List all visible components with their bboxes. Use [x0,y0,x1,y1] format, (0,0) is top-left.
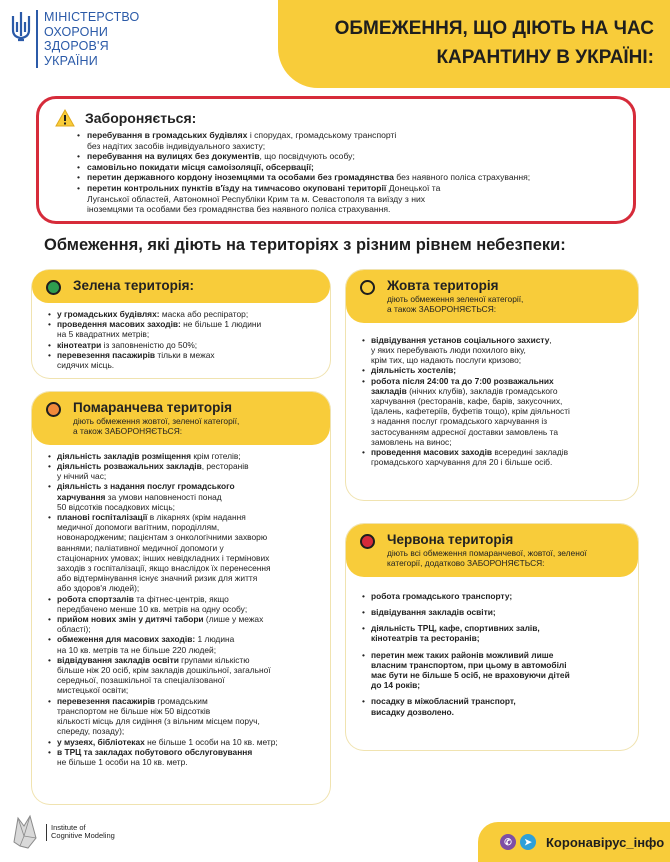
list-item-text: харчування (ресторанів, кафе, барів, закусочних, [371,396,563,407]
list-item [77,194,619,205]
list-item [362,591,626,601]
red-zone-head-text [387,532,587,569]
logo-line: ЗДОРОВ'Я [44,39,109,53]
trident-icon [10,10,34,44]
list-item [48,716,318,726]
list-item-text: новонародженим; пацієнтам з онкологічними захворю [57,532,268,543]
list-item [77,130,619,141]
list-item-text: замовлень на винос; [371,436,452,447]
list-item-bold: відвідування закладів освіти [57,654,179,665]
list-item [77,183,619,194]
orange-zone-head-text [73,400,239,437]
list-item [362,355,626,365]
list-item-bold: планові госпіталізації [57,512,148,523]
list-item [362,386,626,396]
list-item [362,650,626,660]
yellow-zone-desc: діють обмеження зеленої категорії, [387,294,524,304]
list-item-text: медичної допомоги вагітним, породіллям, [57,522,220,533]
logo-line: МІНІСТЕРСТВО [44,10,140,24]
list-item-bold: в ТРЦ та закладах побутового обслуговування [57,746,253,757]
red-zone-desc: категорії, додатково ЗАБОРОНЯЄТЬСЯ: [387,558,545,569]
list-item-bold: має бути не більше 5 осіб, не враховуючи дітей [371,670,570,681]
list-item-text: за умови наповненості понад [105,491,222,502]
red-dot-icon [360,534,375,549]
list-item-bold: висадку дозволено. [371,706,455,717]
list-item-text: крім тих, що надають послуги кризово; [371,355,522,366]
list-item-text: без надітих засобів індивідуального захисту; [87,140,266,151]
list-item-text: на 5 квадратних метрів; [57,329,150,340]
list-item-bold: обмеження для масових заходів: [57,634,196,645]
green-zone-title: Зелена територія: [73,278,194,293]
list-item [48,543,318,553]
list-item [48,502,318,512]
red-zone-desc: діють всі обмеження помаранчевої, жовтої, зеленої [387,548,587,558]
list-item-text: всередині закладів [492,447,569,458]
green-zone-list [32,303,330,376]
list-item [48,481,318,491]
list-item-bold: перебування в громадських будівлях [87,130,248,140]
list-item-bold: прийом нових змін у дитячі табори [57,614,204,625]
list-item-bold: харчування [57,491,106,502]
list-item [77,204,619,215]
list-item [48,309,318,319]
list-item [362,680,626,690]
list-item-text: і спорудах, громадському транспорті [247,130,397,140]
list-item-text: 50 відсотків посадкових місць; [57,501,176,512]
list-item-bold: у громадських будівлях: [57,309,160,319]
list-item [48,573,318,583]
yellow-zone-card [346,270,638,500]
list-item [48,737,318,747]
list-item-text: ваннями; паліативної медичної допомоги у [57,542,224,553]
list-item [362,335,626,345]
yellow-zone-title: Жовта територія [387,278,499,293]
list-item [48,757,318,767]
list-item [48,563,318,573]
list-item-text: крім готелів; [191,450,241,461]
list-item-bold: перевезення пасажирів [57,349,156,360]
orange-zone-desc: діють обмеження жовтої, зеленої категорії, [73,416,240,426]
page-title-box [278,0,670,88]
list-item [362,696,626,706]
list-item [48,532,318,542]
list-item [48,553,318,563]
list-item-text: області); [57,624,91,635]
list-item [362,365,626,375]
green-zone-head-text [73,278,194,294]
list-item [48,706,318,716]
list-item-bold: робота громадського транспорту; [371,590,513,601]
list-item-text: з надання послуг громадського харчування із [371,416,548,427]
list-item-text: на 10 кв. метрів та не більше 220 людей; [57,644,217,655]
list-item-bold: робота після 24:00 та до 7:00 розважальних [371,375,554,386]
orange-zone-header [32,392,330,445]
banned-header [55,109,619,127]
red-zone-title: Червона територія [387,532,514,547]
list-item [362,623,626,633]
list-item [48,451,318,461]
list-item [362,633,626,643]
list-item-bold: діяльність ТРЦ, кафе, спортивних залів, [371,623,540,634]
warning-icon [55,109,75,127]
list-item-text: або відтермінування існує значний ризик для життя [57,573,258,584]
yellow-zone-desc: а також ЗАБОРОНЯЄТЬСЯ: [387,304,497,315]
list-item-text: сидячих місць. [57,360,115,371]
list-item-bold: відвідування установ соціального захисту [371,334,550,345]
viber-icon[interactable]: ✆ [500,834,516,850]
list-item-text: групами кількістю [178,654,250,665]
list-item-text: , що посвідчують особу; [259,151,355,162]
list-item-text: кількості місць для сидіння (з вільним місцем поруч, [57,716,260,727]
list-item-bold: відвідування закладів освіти; [371,607,496,618]
list-item-text: із заповненістю до 50%; [101,339,198,350]
list-item-text: не більше 1 людини [180,319,262,330]
orange-zone-list [32,445,330,773]
list-item [362,457,626,467]
list-item [48,665,318,675]
list-item-bold: проведення масових заходів [371,447,493,458]
list-item-text: , [549,334,552,345]
list-item-text: транспортом не більше ніж 50 відсотків [57,705,211,716]
list-item-bold: перетин меж таких районів можливий лише [371,649,554,660]
list-item-text: (лише у межах [203,614,264,625]
list-item [77,151,619,162]
list-item [48,645,318,655]
logo-line: ОХОРОНИ [44,24,109,39]
list-item-text: більше ніж 20 осіб, крім закладів дошкільної, загальної [57,665,271,676]
list-item-text: без наявного поліса страхування; [393,172,531,183]
institute-logo [10,812,115,852]
list-item-bold: власним транспортом, при цьому в автомобілі [371,659,567,670]
red-zone-list [346,577,638,723]
list-item [48,340,318,350]
list-item [77,162,619,173]
list-item [48,583,318,593]
list-item [48,655,318,665]
list-item-text: (нічних клубів), закладів громадського [406,385,558,396]
list-item [362,607,626,617]
list-item-text: громадським [155,695,208,706]
list-item-bold: у музеях, бібліотеках [57,736,145,747]
institute-name-line: Cognitive Modeling [51,831,115,840]
list-item-bold: перетин державного кордону іноземцями та особами без громадянства [87,172,394,183]
list-item [362,416,626,426]
section-subtitle: Обмеження, які діють на територіях з різним рівнем небезпеки: [44,236,566,254]
list-item [48,696,318,706]
yellow-zone-list [346,323,638,474]
list-item [48,747,318,757]
list-item-text: застосуванням адресної доставки замовлень та [371,426,559,437]
list-item-text: у яких перебувають люди похилого віку, [371,345,526,356]
list-item-bold: кінотеатрів та ресторанів; [371,633,480,644]
list-item-text: , ресторанів [201,461,249,472]
list-item-bold: перетин контрольних пунктів в'їзду на тимчасово окуповані території [87,182,387,193]
orange-zone-card [32,392,330,804]
yellow-zone-head-text [387,278,523,315]
list-item-bold: діяльність хостелів; [371,365,457,376]
social-bar [478,822,670,862]
list-item [48,685,318,695]
orange-dot-icon [46,402,61,417]
list-item-text: заходів з госпіталізації, якщо внаслідок їх перенесення [57,563,271,574]
list-item-bold: діяльність розважальних закладів [57,461,202,472]
list-item [77,141,619,152]
institute-name-line: Institute of [51,822,86,832]
list-item-bold: перебування на вулицях без документів [87,151,260,162]
logo-line: УКРАЇНИ [44,53,98,68]
list-item [48,360,318,370]
list-item [48,471,318,481]
orange-zone-desc: а також ЗАБОРОНЯЄТЬСЯ: [73,426,183,437]
telegram-icon[interactable]: ➤ [520,834,536,850]
list-item [48,492,318,502]
page-title-line2: КАРАНТИНУ В УКРАЇНІ: [436,47,654,68]
list-item [48,675,318,685]
orange-zone-title: Помаранчева територія [73,400,232,415]
list-item-text: громадського харчування для 20 і більше осіб. [371,457,553,468]
ministry-logo [10,10,139,68]
list-item-text: 1 людина [195,634,235,645]
red-zone-card [346,524,638,750]
list-item [362,670,626,680]
list-item [48,319,318,329]
channel-handle[interactable]: Коронавірус_інфо [546,834,665,850]
ministry-name [36,10,139,68]
list-item-bold: посадку в міжобласний транспорт, [371,696,516,707]
list-item-bold: закладів [371,385,407,396]
list-item [362,427,626,437]
list-item [48,624,318,634]
list-item [77,172,619,183]
list-item-text: Донецької та [386,182,441,193]
list-item-bold: кінотеатри [57,339,102,350]
list-item [362,376,626,386]
list-item-text: тільки в межах [155,349,215,360]
green-dot-icon [46,280,61,295]
list-item [48,726,318,736]
list-item [362,345,626,355]
list-item [362,437,626,447]
list-item-text: стаціонарних умовах; інших невідкладних і термінових [57,552,270,563]
list-item [48,461,318,471]
yellow-dot-icon [360,280,375,295]
list-item-text: спереду, позаду); [57,726,125,737]
list-item-text: їдалень, кафетеріїв, буфетів тощо), крім діяльності [371,406,570,417]
list-item [48,350,318,360]
list-item [362,447,626,457]
list-item-text: у нічний час; [57,471,107,482]
list-item [362,406,626,416]
list-item-bold: проведення масових заходів: [57,319,181,330]
list-item [48,604,318,614]
list-item [362,396,626,406]
list-item [48,614,318,624]
list-item-bold: до 14 років; [371,680,421,691]
list-item-text: Луганської областей, Автономної Республіки Крим та м. Севастополя та виїзду з них [87,193,426,204]
list-item-text: або здоров'я людей); [57,583,140,594]
banned-list [77,130,619,215]
list-item-bold: самовільно покидати місця самоізоляції, обсервації; [87,161,314,172]
brain-icon [10,812,40,852]
list-item-text: передбачено менше 10 кв. метрів на одну особу; [57,603,248,614]
list-item [48,512,318,522]
list-item-text: не більше 1 особи на 10 кв. метр. [57,756,188,767]
list-item-text: в лікарнях (крім надання [147,512,246,523]
list-item-text: середньої, позашкільної та спеціалізованої [57,675,225,686]
page-title-line1: ОБМЕЖЕННЯ, ЩО ДІЮТЬ НА ЧАС [334,18,654,39]
green-zone-header [32,270,330,303]
list-item-text: мистецької освіти; [57,685,129,696]
list-item [48,594,318,604]
list-item [362,660,626,670]
list-item-bold: діяльність закладів розміщення [57,450,192,461]
list-item-text: іноземцями та особами без громадянства без наявного поліса страхування. [87,204,391,215]
institute-name [46,824,115,841]
list-item-text: та фітнес-центрів, якщо [133,593,229,604]
yellow-zone-header [346,270,638,323]
list-item-text: маска або респіратор; [159,309,249,319]
list-item-text: не більше 1 особи на 10 кв. метр; [144,736,278,747]
banned-title: Забороняється: [85,110,197,126]
list-item [48,329,318,339]
list-item-bold: робота спортзалів [57,593,134,604]
list-item-bold: діяльність з надання послуг громадського [57,481,235,492]
list-item-bold: перевезення пасажирів [57,695,156,706]
list-item [48,522,318,532]
header [0,0,670,88]
list-item [362,707,626,717]
red-zone-header [346,524,638,577]
list-item [48,634,318,644]
banned-box [36,96,636,224]
green-zone-card [32,270,330,378]
